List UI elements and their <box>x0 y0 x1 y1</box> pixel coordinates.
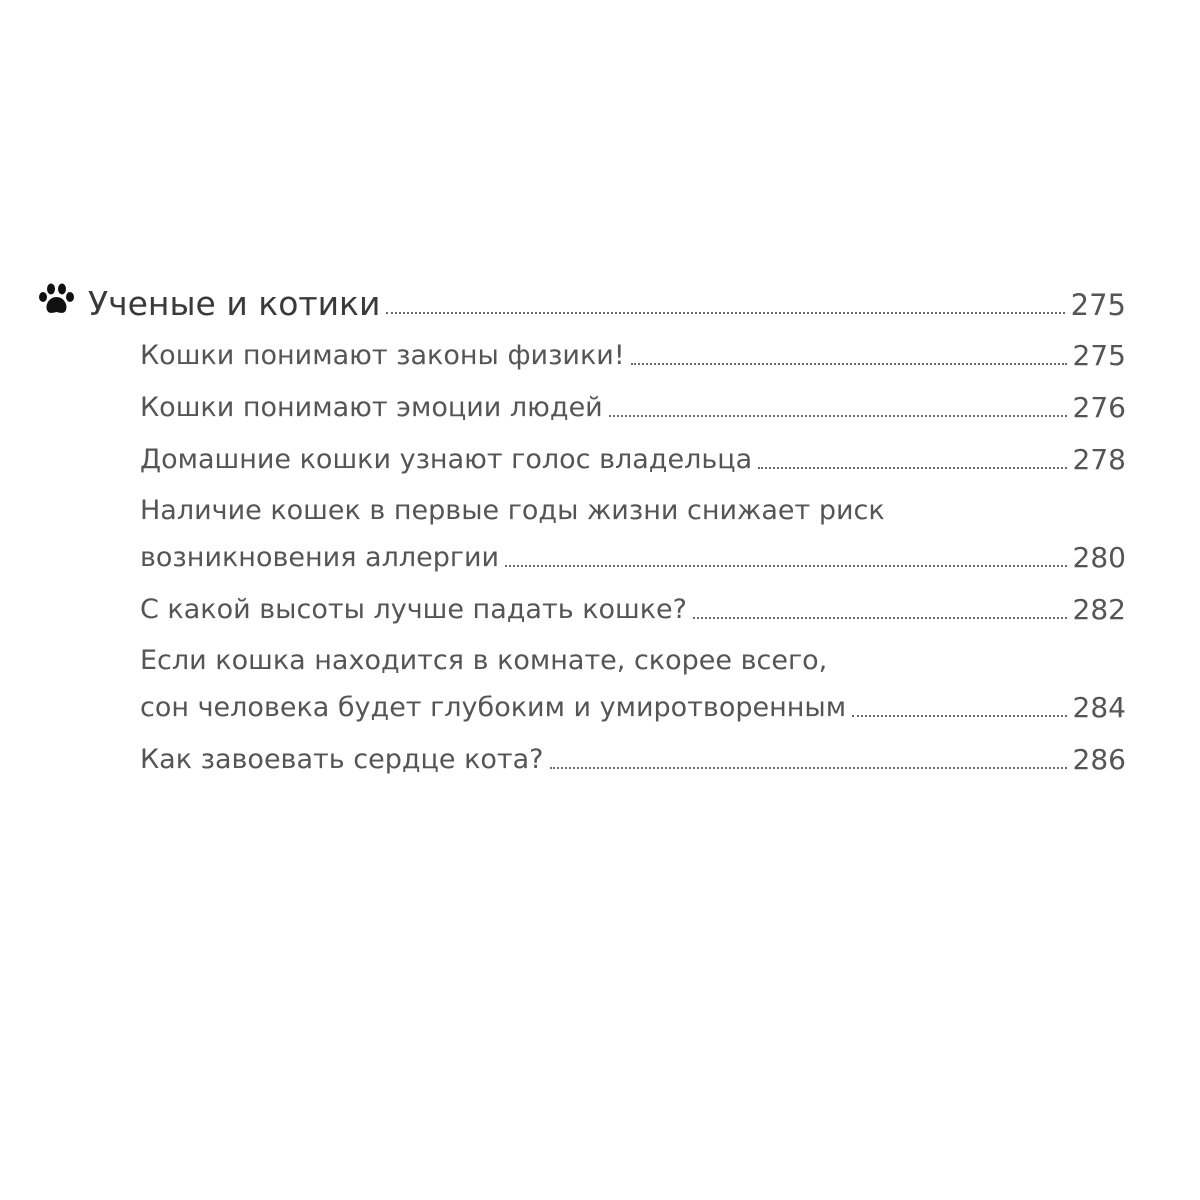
entry-page-number: 282 <box>1072 593 1126 626</box>
entry-page-number: 278 <box>1072 443 1126 476</box>
entry-title-line: Наличие кошек в первые годы жизни снижает риск <box>140 495 885 526</box>
paw-icon <box>36 282 78 316</box>
dot-leader <box>609 415 1067 417</box>
entry-title: возникновения аллергии <box>140 542 500 573</box>
entry-title: Кошки понимают эмоции людей <box>140 392 603 423</box>
entry-title-line: Если кошка находится в комнате, скорее всего, <box>140 645 828 676</box>
dot-leader <box>631 363 1067 365</box>
dot-leader <box>386 312 1064 314</box>
entry-title: Как завоевать сердце кота? <box>140 744 544 775</box>
toc-entry[interactable] <box>140 488 1126 580</box>
toc-entry[interactable] <box>140 586 1126 632</box>
dot-leader <box>852 715 1066 717</box>
dot-leader <box>693 617 1067 619</box>
entry-title: Домашние кошки узнают голос владельца <box>140 444 753 475</box>
entry-page-number: 280 <box>1072 541 1126 574</box>
toc-entry[interactable] <box>140 436 1126 482</box>
entry-page-number: 286 <box>1072 743 1126 776</box>
toc-entry[interactable] <box>140 384 1126 430</box>
entry-page-number: 276 <box>1072 391 1126 424</box>
dot-leader <box>758 467 1066 469</box>
section-heading[interactable] <box>36 270 1126 328</box>
entry-title: сон человека будет глубоким и умиротворенным <box>140 692 847 723</box>
section-page-number: 275 <box>1070 288 1126 322</box>
toc-entry[interactable] <box>140 332 1126 378</box>
section-title: Ученые и котики <box>88 284 381 323</box>
entry-title: Кошки понимают законы физики! <box>140 340 625 371</box>
dot-leader <box>505 565 1066 567</box>
entry-page-number: 275 <box>1072 339 1126 372</box>
toc-entry[interactable] <box>140 736 1126 782</box>
entry-title: С какой высоты лучше падать кошке? <box>140 594 687 625</box>
dot-leader <box>550 767 1067 769</box>
entry-page-number: 284 <box>1072 691 1126 724</box>
entries-list <box>140 332 1126 782</box>
toc-entry[interactable] <box>140 638 1126 730</box>
table-of-contents <box>36 270 1126 788</box>
